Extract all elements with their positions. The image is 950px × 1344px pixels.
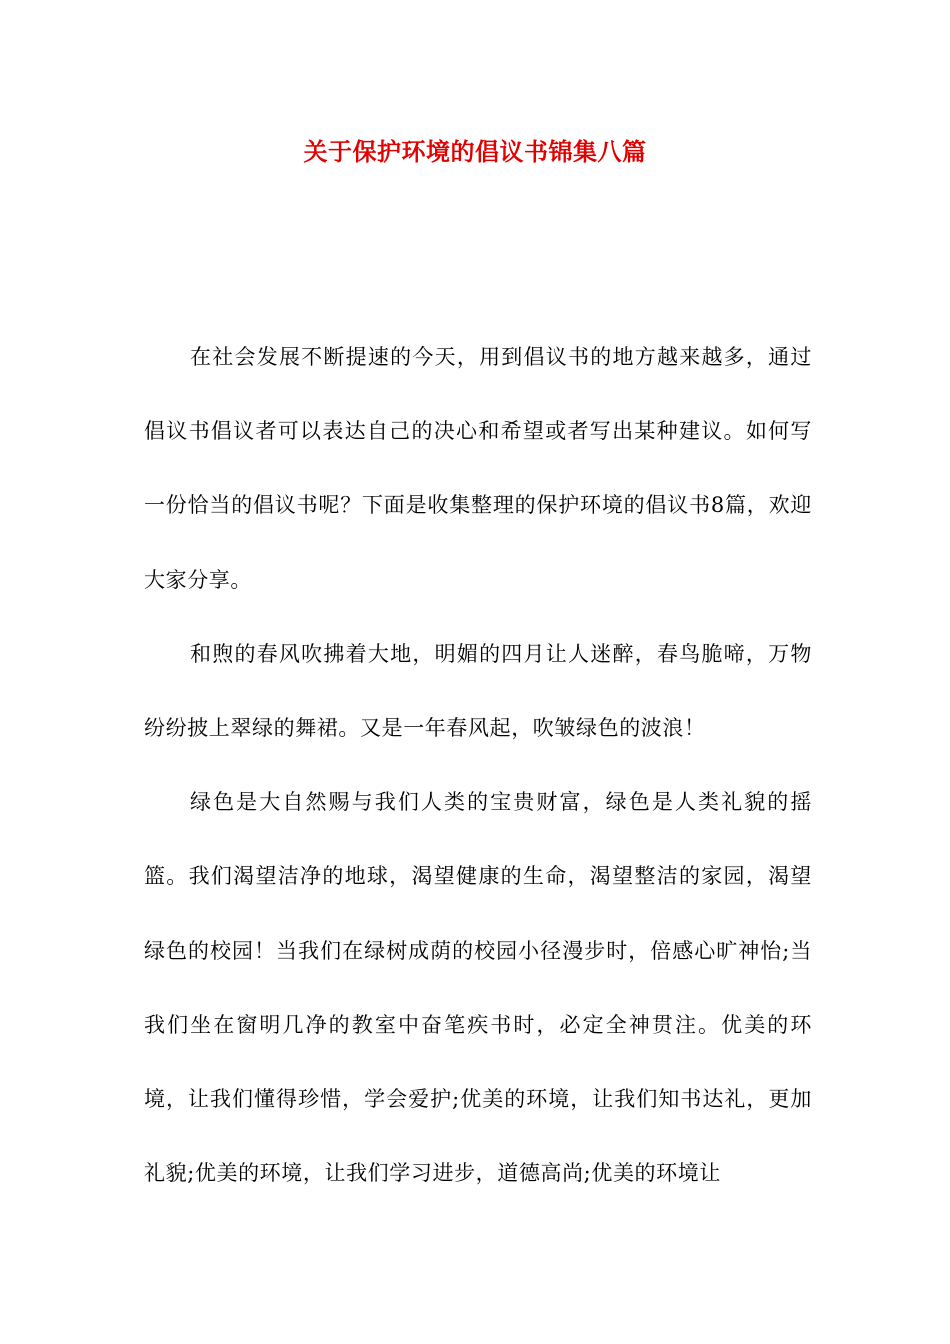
paragraph-intro: 在社会发展不断提速的今天，用到倡议书的地方越来越多，通过倡议书倡议者可以表达自己的决心和希望或者写出某种建议。如何写一份恰当的倡议书呢？下面是收集整理的保护环境的倡议书8篇，欢迎大家分享。 (144, 345, 812, 592)
document-body (144, 320, 812, 1210)
document-title: 关于保护环境的倡议书锦集八篇 (303, 138, 647, 166)
paragraph-spring: 和煦的春风吹拂着大地，明媚的四月让人迷醉，春鸟脆啼，万物纷纷披上翠绿的舞裙。又是一年春风起，吹皱绿色的波浪！ (144, 641, 812, 741)
paragraph-green: 绿色是大自然赐与我们人类的宝贵财富，绿色是人类礼貌的摇篮。我们渴望洁净的地球，渴望健康的生命，渴望整洁的家园，渴望绿色的校园！当我们在绿树成荫的校园小径漫步时，倍感心旷神怡;当我们坐在窗明几净的教室中奋笔疾书时，必定全神贯注。优美的环境，让我们懂得珍惜，学会爱护;优美的环境，让我们知书达礼，更加礼貌;优美的环境，让我们学习进步，道德高尚;优美的环境让 (144, 790, 812, 1186)
